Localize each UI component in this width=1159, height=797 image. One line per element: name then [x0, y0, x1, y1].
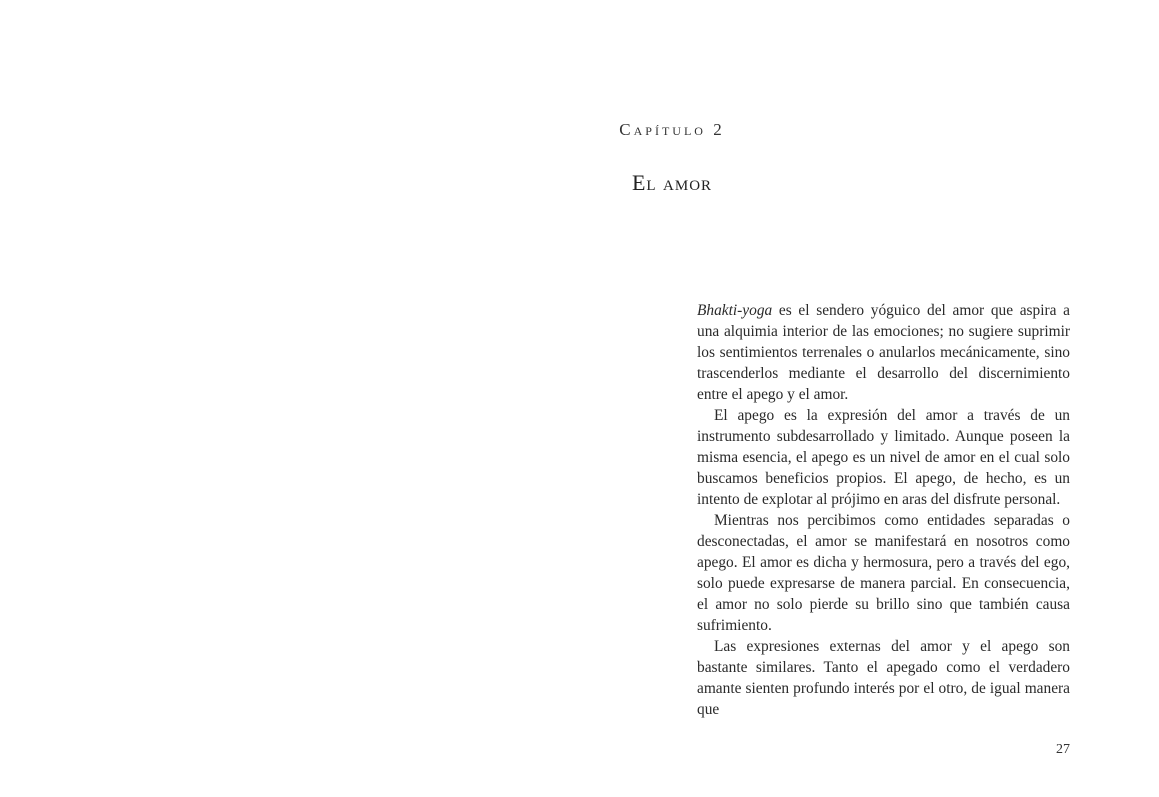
paragraph-2: El apego es la expresión del amor a través de un instrumento subdesarrollado y limitado. Aunque poseen la misma esencia, el apego es un nivel de amor en el cual solo buscamos beneficios propios. El apego, de hecho, es un intento de explotar al prójimo en aras del disfrute personal.: [697, 407, 1070, 508]
chapter-label: Capítulo 2: [619, 120, 725, 139]
chapter-title: El amor: [631, 170, 713, 195]
page-number: 27: [1056, 742, 1070, 757]
paragraph-4: Las expresiones externas del amor y el apego son bastante similares. Tanto el apegado como el verdadero amante sienten profundo interés por el otro, de igual manera que: [697, 638, 1070, 718]
paragraph-1: [697, 300, 1070, 405]
paragraph-1-text: es el sendero yóguico del amor que aspira a una alquimia interior de las emociones; no sugiere suprimir los sentimientos terrenales o anularlos mecánicamente, sino trascenderlos mediante el desarrollo del discernimiento entre el apego y el amor.: [697, 302, 1070, 403]
term-bhakti-yoga: Bhakti-yoga: [697, 302, 773, 319]
paragraph-3: Mientras nos percibimos como entidades separadas o desconectadas, el amor se manifestará en nosotros como apego. El amor es dicha y hermosura, pero a través del ego, solo puede expresarse de manera parcial. En consecuencia, el amor no solo pierde su brillo sino que también causa sufrimiento.: [697, 512, 1070, 634]
body-text: [697, 300, 1070, 720]
